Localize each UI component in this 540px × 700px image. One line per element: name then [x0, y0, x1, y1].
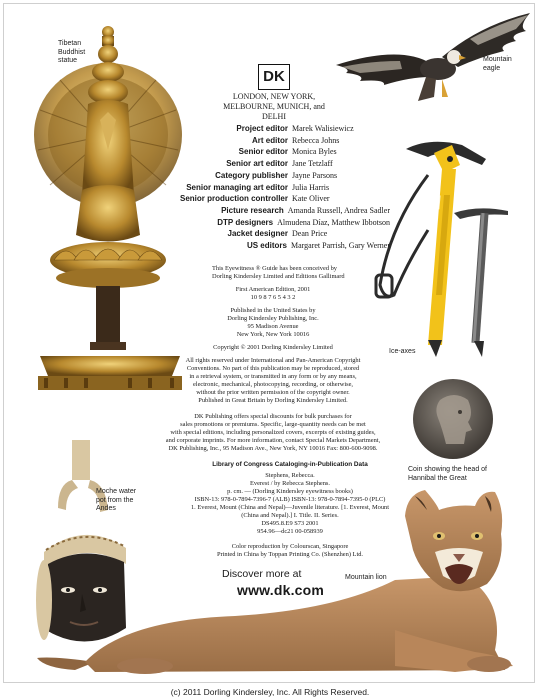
- library-cataloging: Library of Congress Cataloging-in-Publication Data Stephens, Rebecca. Everest / by Rebecca Stephens. p. cm. — (Dorling Kindersley eyewitness books) ISBN-13: 978-0-7894-7396-7 (ALB) ISBN-13: 978-0-7894-7395-0 (PLC) 1. Everest, Mount (China and Nepal)—Juvenile literature. [1. Everest, Mount (China and Nepal).] I. Title. II. Series. DS495.8.E9 S73 2001 954.96—dc21 00-058939: [190, 461, 390, 535]
- credit-row: Picture research Amanda Russell, Andrea Sadler: [221, 205, 390, 215]
- hannibal-coin-illustration: [412, 378, 494, 460]
- credit-row: Category publisher Jayne Parsons: [215, 170, 338, 180]
- mountain-lion-illustration: [35, 480, 530, 680]
- special-discounts: DK Publishing offers special discounts for bulk purchases for sales promotions or premiums. Specific, large-quantity needs can be met with special editions, including personalized covers, excerpts of existing guides, and corporate imprints. For more information, contact Special Markets Department, DK Publishing, Inc., 95 Madison Ave., New York, NY 10016 Fax: 800-600-9098.: [165, 413, 381, 452]
- credit-row: Art editor Rebecca Johns: [252, 135, 340, 145]
- copyright-footer: (c) 2011 Dorling Kindersley, Inc. All Rights Reserved.: [170, 687, 370, 697]
- caption-pot: Moche water pot from the Andes: [96, 488, 137, 512]
- mountain-eagle-illustration: [330, 5, 535, 105]
- credit-row: Senior editor Monica Byles: [238, 147, 337, 157]
- dk-website-link[interactable]: www.dk.com: [237, 582, 325, 598]
- credits-list: [160, 123, 390, 252]
- discover-text: Discover more at: [222, 568, 302, 580]
- credit-row: Project editor Marek Walisiewicz: [236, 124, 354, 133]
- caption-coin: Coin showing the head of Hannibal the Great: [408, 466, 487, 482]
- credit-row: Senior art editor Jane Tetzlaff: [226, 159, 333, 169]
- caption-eagle: Mountain eagle: [483, 56, 512, 72]
- credit-row: Senior managing art editor Julia Harris: [186, 182, 330, 192]
- caption-ice-axes: Ice-axes: [389, 348, 416, 355]
- edition-info: First American Edition, 2001 10 9 8 7 6 5 4 3 2: [235, 286, 311, 301]
- caption-lion: Mountain lion: [345, 574, 387, 581]
- credit-row: Senior production controller Kate Oliver: [179, 194, 330, 204]
- ice-axes-illustration: [370, 135, 520, 360]
- copyright-line: Copyright © 2001 Dorling Kindersley Limited: [213, 344, 333, 351]
- published-in: Published in the United States by Dorling Kindersley Publishing, Inc. 95 Madison Avenue New York, New York 10016: [227, 307, 319, 338]
- credit-row: US editors Margaret Parrish, Gary Werner: [246, 241, 390, 251]
- publisher-cities: LONDON, NEW YORK, MELBOURNE, MUNICH, and DELHI: [223, 92, 325, 121]
- eyewitness-note: This Eyewitness ® Guide has been conceived by Dorling Kindersley Limited and Editions Gallimard: [212, 265, 345, 280]
- credit-row: DTP designers Almudena Díaz, Matthew Ibbotson: [217, 217, 390, 227]
- print-info: Color reproduction by Colourscan, Singapore Printed in China by Toppan Printing Co. (Shenzhen) Ltd.: [216, 543, 364, 558]
- dk-logo: DK: [258, 64, 290, 90]
- credit-row: Jacket designer Dean Price: [227, 229, 328, 239]
- caption-statue: Tibetan Buddhist statue: [58, 40, 86, 64]
- rights-reserved: All rights reserved under International and Pan-American Copyright Conventions. No part of this publication may be reproduced, stored in a retrieval system, or transmitted in any form or by any means, electronic, mechanical, photocopying, recording, or otherwise, without the prior written permission of the copyright owner. Published in Great Britain by Dorling Kindersley Limited.: [185, 357, 361, 404]
